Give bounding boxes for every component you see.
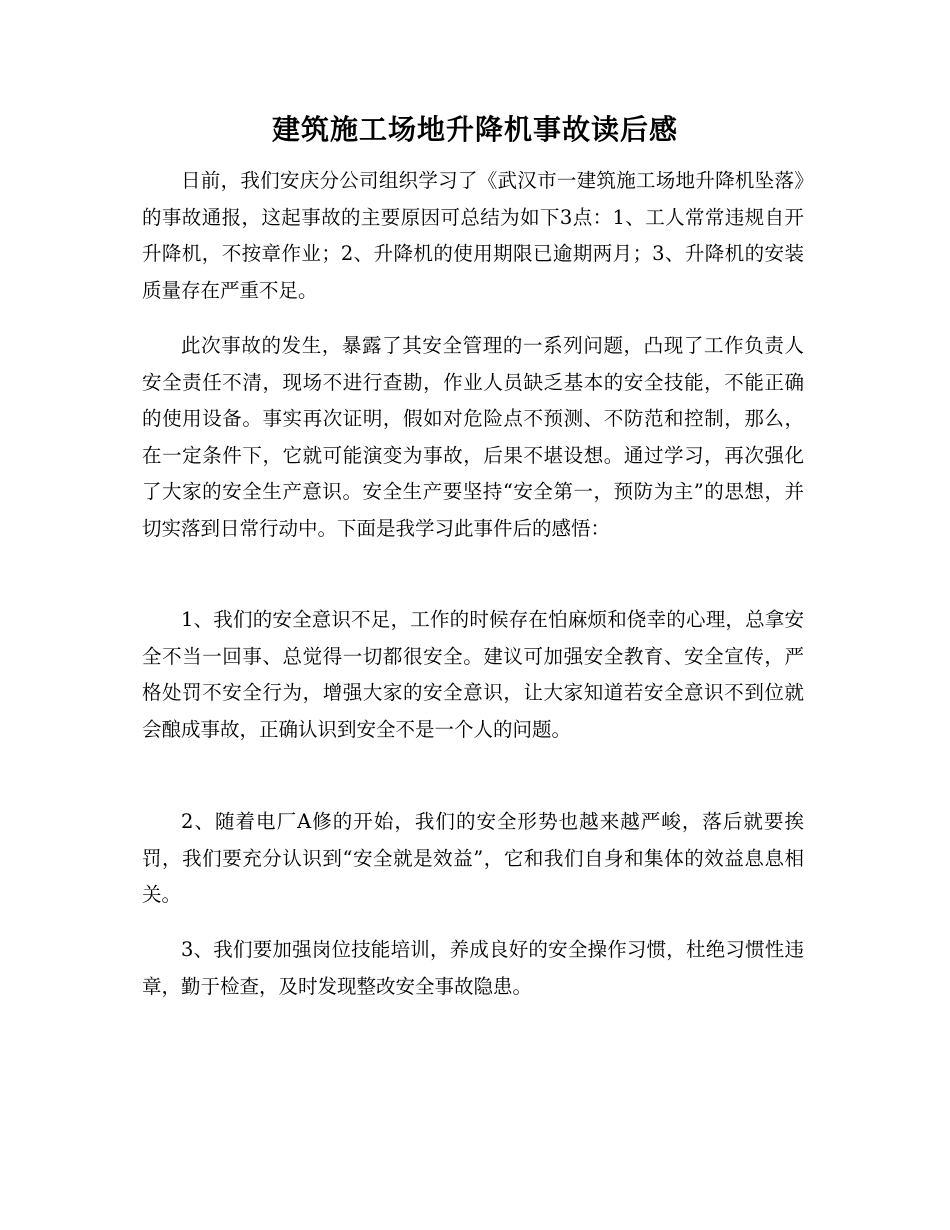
paragraph-intro: 日前，我们安庆分公司组织学习了《武汉市一建筑施工场地升降机坠落》的事故通报，这起事故的主要原因可总结为如下3点：1、工人常常违规自开升降机，不按章作业；2、升降机的使用期限已逾期两月；3、升降机的安装质量存在严重不足。 (142, 169, 804, 302)
document-title: 建筑施工场地升降机事故读后感 (271, 113, 678, 146)
paragraph-point-3: 3、我们要加强岗位技能培训，养成良好的安全操作习惯，杜绝习惯性违章，勤于检查，及时发现整改安全事故隐患。 (142, 938, 804, 998)
paragraph-point-1: 1、我们的安全意识不足，工作的时候存在怕麻烦和侥幸的心理，总拿安全不当一回事、总觉得一切都很安全。建议可加强安全教育、安全宣传，严格处罚不安全行为，增强大家的安全意识，让大家知道若安全意识不到位就会酿成事故，正确认识到安全不是一个人的问题。 (142, 608, 804, 741)
paragraph-analysis: 此次事故的发生，暴露了其安全管理的一系列问题，凸现了工作负责人安全责任不清，现场不进行查勘，作业人员缺乏基本的安全技能，不能正确的使用设备。事实再次证明，假如对危险点不预测、不防范和控制，那么，在一定条件下，它就可能演变为事故，后果不堪设想。通过学习，再次强化了大家的安全生产意识。安全生产要坚持“安全第一，预防为主”的思想，并切实落到日常行动中。下面是我学习此事件后的感悟： (142, 334, 804, 540)
paragraph-point-2: 2、随着电厂A修的开始，我们的安全形势也越来越严峻，落后就要挨罚，我们要充分认识到“安全就是效益”，它和我们自身和集体的效益息息相关。 (142, 810, 804, 906)
